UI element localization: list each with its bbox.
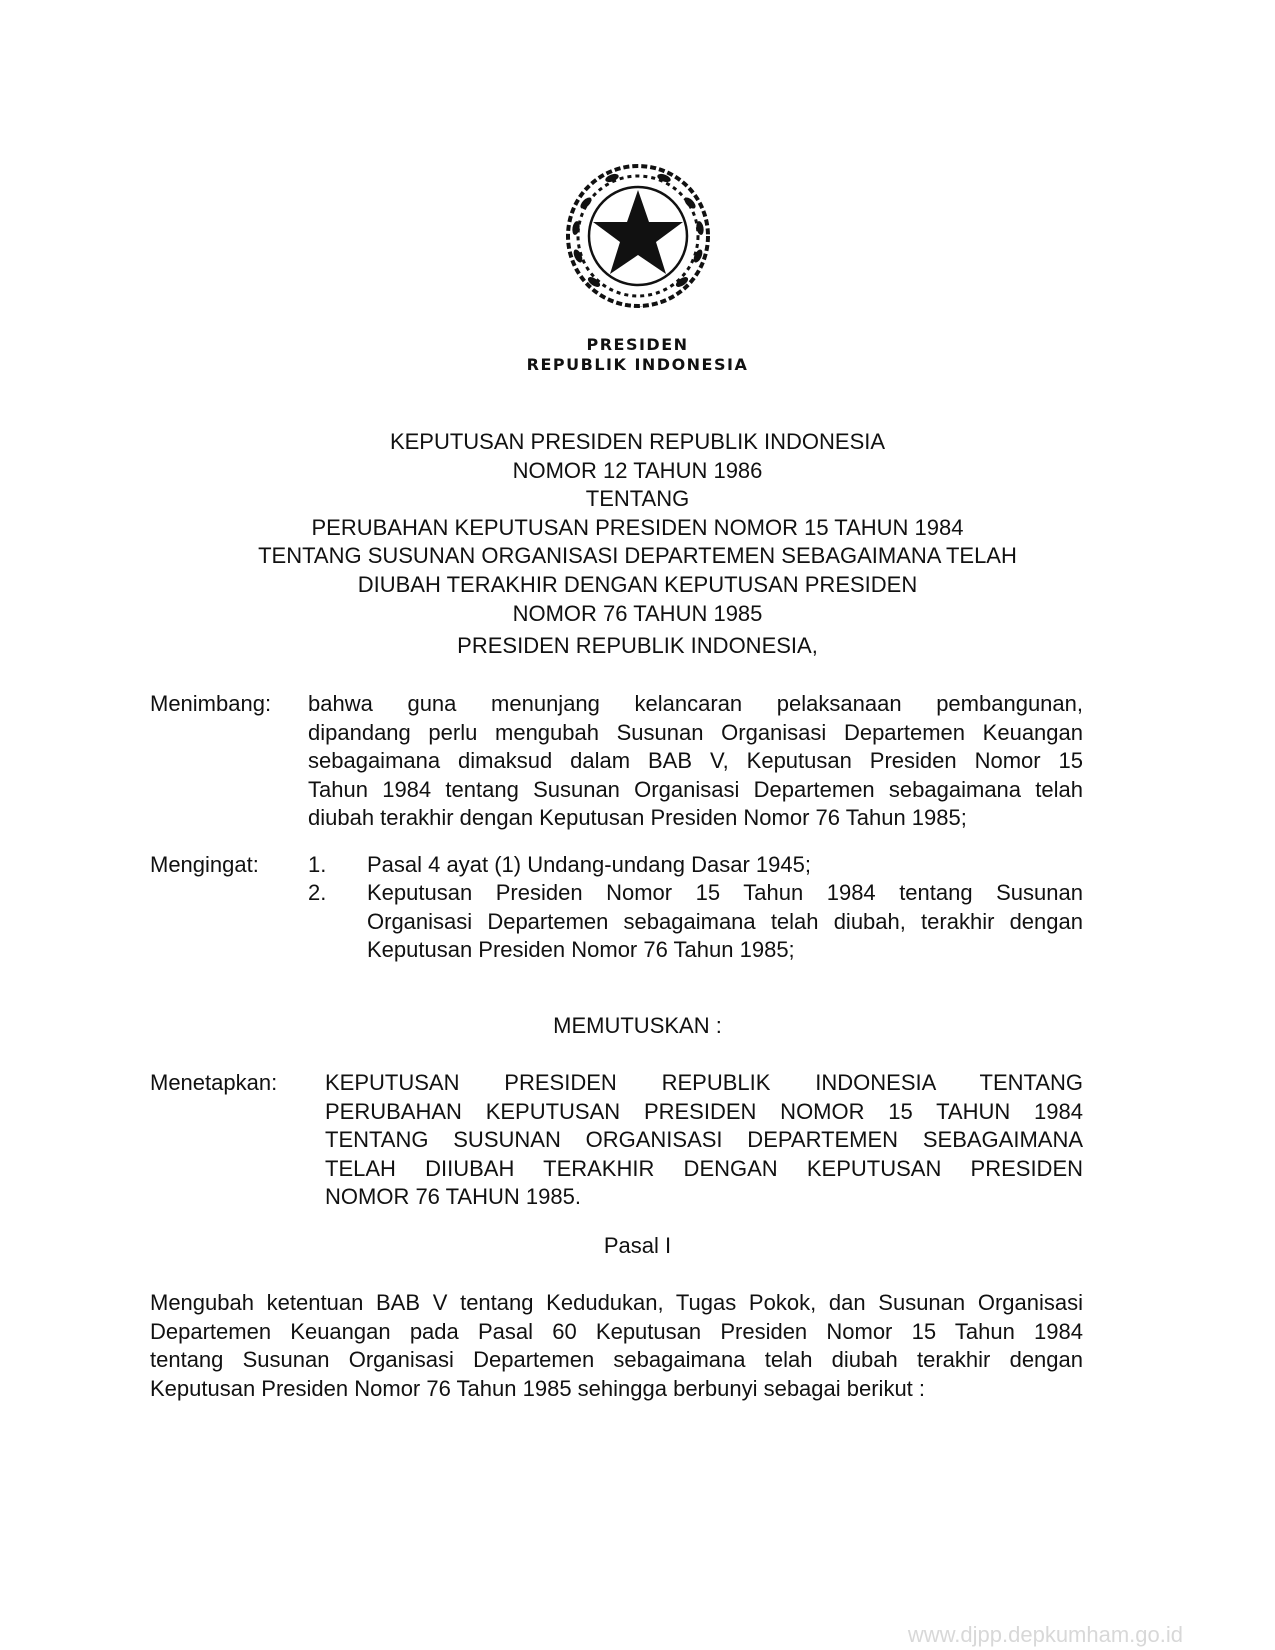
title-line: NOMOR 76 TAHUN 1985 bbox=[512, 600, 763, 626]
menetapkan-line: KEPUTUSAN PRESIDEN REPUBLIK INDONESIA TENTANG bbox=[325, 1070, 1083, 1095]
garuda-star-wreath-emblem-icon bbox=[556, 158, 720, 322]
menimbang-line: dipandang perlu mengubah Susunan Organisasi Departemen Keuangan bbox=[308, 719, 1083, 745]
mengingat-line: Keputusan Presiden Nomor 76 Tahun 1985; bbox=[367, 937, 795, 963]
document-title bbox=[150, 428, 1125, 628]
presiden-line: PRESIDEN REPUBLIK INDONESIA, bbox=[457, 633, 818, 658]
menimbang-label: Menimbang: bbox=[150, 691, 272, 716]
title-line: TENTANG bbox=[585, 486, 690, 512]
mengingat-item-number: 2. bbox=[308, 880, 327, 905]
body-line: Keputusan Presiden Nomor 76 Tahun 1985 sehingga berbunyi sebagai berikut : bbox=[150, 1375, 926, 1401]
menimbang-text bbox=[308, 690, 1083, 833]
mengingat-item-1 bbox=[367, 851, 1083, 880]
mengingat-line: Pasal 4 ayat (1) Undang-undang Dasar 1945; bbox=[367, 852, 811, 877]
menetapkan-line: TENTANG SUSUNAN ORGANISASI DEPARTEMEN SEBAGAIMANA bbox=[325, 1127, 1083, 1153]
title-line: DIUBAH TERAKHIR DENGAN KEPUTUSAN PRESIDEN bbox=[357, 571, 918, 597]
menetapkan-label: Menetapkan: bbox=[150, 1070, 278, 1095]
title-line: NOMOR 12 TAHUN 1986 bbox=[512, 457, 763, 483]
menetapkan-text bbox=[325, 1069, 1083, 1212]
body-line: tentang Susunan Organisasi Departemen sebagaimana telah diubah terakhir dengan bbox=[150, 1347, 1083, 1373]
menetapkan-line: PERUBAHAN KEPUTUSAN PRESIDEN NOMOR 15 TAHUN 1984 bbox=[325, 1098, 1083, 1124]
mengingat-label: Mengingat: bbox=[150, 852, 259, 877]
pasal-heading: Pasal I bbox=[603, 1233, 672, 1258]
mengingat-line: Organisasi Departemen sebagaimana telah diubah, terakhir dengan bbox=[367, 908, 1083, 934]
watermark: www.djpp.depkumham.go.id bbox=[907, 1622, 1183, 1647]
menimbang-line: Tahun 1984 tentang Susunan Organisasi Departemen sebagaimana telah bbox=[308, 776, 1083, 802]
menetapkan-line: NOMOR 76 TAHUN 1985. bbox=[325, 1184, 581, 1210]
title-line: PERUBAHAN KEPUTUSAN PRESIDEN NOMOR 15 TAHUN 1984 bbox=[311, 514, 964, 540]
title-line: KEPUTUSAN PRESIDEN REPUBLIK INDONESIA bbox=[389, 429, 886, 454]
header-republik: REPUBLIK INDONESIA bbox=[526, 355, 749, 374]
mengingat-item-2 bbox=[367, 879, 1083, 965]
title-line: TENTANG SUSUNAN ORGANISASI DEPARTEMEN SEBAGAIMANA TELAH bbox=[258, 543, 1017, 569]
menetapkan-line: TELAH DIIUBAH TERAKHIR DENGAN KEPUTUSAN PRESIDEN bbox=[325, 1155, 1083, 1181]
mengingat-line: Keputusan Presiden Nomor 15 Tahun 1984 tentang Susunan bbox=[367, 880, 1083, 905]
pasal-body bbox=[150, 1289, 1083, 1403]
menimbang-line: sebagaimana dimaksud dalam BAB V, Keputusan Presiden Nomor 15 bbox=[308, 748, 1083, 774]
menimbang-line: bahwa guna menunjang kelancaran pelaksanaan pembangunan, bbox=[308, 691, 1083, 716]
body-line: Mengubah ketentuan BAB V tentang Kedudukan, Tugas Pokok, dan Susunan Organisasi bbox=[150, 1290, 1083, 1315]
memutuskan-heading: MEMUTUSKAN : bbox=[553, 1013, 722, 1038]
menimbang-line: diubah terakhir dengan Keputusan Presiden Nomor 76 Tahun 1985; bbox=[308, 805, 967, 831]
header-presiden: PRESIDEN bbox=[586, 335, 689, 354]
mengingat-item-number: 1. bbox=[308, 852, 327, 877]
body-line: Departemen Keuangan pada Pasal 60 Keputusan Presiden Nomor 15 Tahun 1984 bbox=[150, 1318, 1083, 1344]
